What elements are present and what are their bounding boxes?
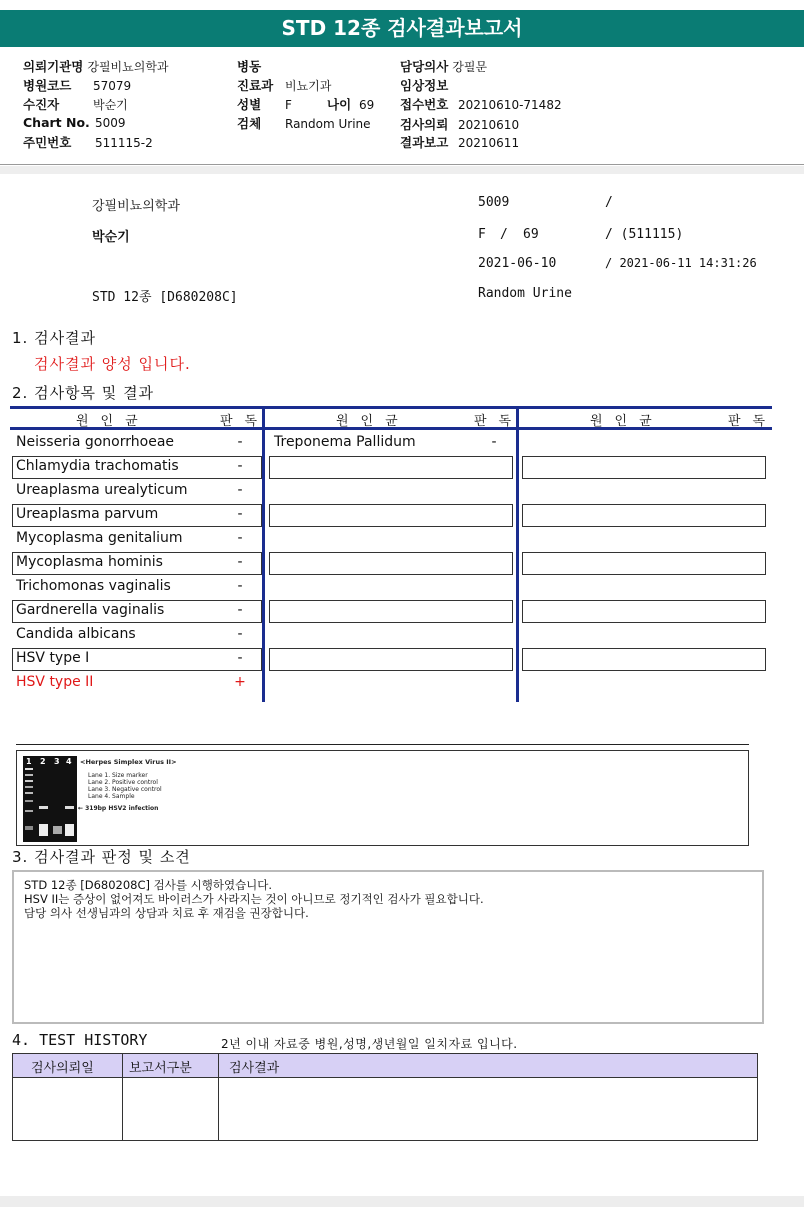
history-divider-1 [122, 1054, 123, 1140]
doctor-value: 강필문 [452, 60, 488, 74]
history-divider-2 [218, 1054, 219, 1140]
row-box [269, 600, 513, 623]
table-top-rule [10, 406, 772, 409]
request-value: 20210610 [458, 118, 520, 132]
pi-institution: 강필비뇨의학과 [92, 199, 180, 214]
row-box [522, 552, 766, 575]
dept-value: 비뇨기과 [285, 79, 332, 93]
pi-age: 69 [523, 227, 539, 242]
th-organism-1: 원인균 [76, 414, 150, 429]
dept-label: 진료과 [237, 78, 274, 93]
section1-title: 1. 검사결과 [12, 329, 97, 347]
history-col-request: 검사의뢰일 [31, 1061, 94, 1076]
age-label: 나이 [327, 97, 352, 112]
hospital-code-value: 57079 [93, 79, 132, 93]
th-result-2: 판독 [474, 414, 524, 429]
report-header [0, 55, 804, 165]
organism-result: - [237, 554, 243, 570]
institution-label: 의뢰기관명 [23, 59, 84, 74]
specimen-label: 검체 [237, 116, 262, 131]
history-col-result: 검사결과 [229, 1061, 280, 1076]
report-value: 20210611 [458, 136, 520, 150]
row-box [522, 648, 766, 671]
th-result-1: 판독 [220, 414, 270, 429]
pi-chart-slash: / [605, 195, 613, 210]
row-box [522, 456, 766, 479]
organism-result: - [237, 578, 243, 594]
pi-name: 박순기 [92, 230, 130, 245]
gel-rule [16, 744, 749, 745]
organism-name: Candida albicans [16, 626, 136, 642]
pi-test: STD 12종 [D680208C] [92, 290, 238, 305]
opinion-line-3: 담당 의사 선생님과의 상담과 치료 후 재검을 권장합니다. [24, 906, 309, 920]
row-box [522, 504, 766, 527]
sex-value: F [285, 98, 292, 112]
resident-label: 주민번호 [23, 135, 72, 150]
row-box [522, 600, 766, 623]
gel-legend-2: Lane 2. Positive control [88, 779, 158, 786]
hospital-code-label: 병원코드 [23, 78, 72, 93]
organism-result: - [237, 650, 243, 666]
report-title: STD 12종 검사결과보고서 [0, 10, 804, 47]
table-divider-1 [262, 406, 265, 702]
gel-legend-1: Lane 1. Size marker [88, 772, 148, 779]
gel-lane-2: 2 [40, 757, 46, 766]
th-organism-2: 원인균 [336, 414, 410, 429]
gel-legend-4: Lane 4. Sample [88, 793, 135, 800]
history-header [13, 1054, 757, 1078]
organism-name: Gardnerella vaginalis [16, 602, 165, 618]
report-label: 결과보고 [400, 135, 449, 150]
section2-title: 2. 검사항목 및 결과 [12, 384, 155, 402]
header-shadow [0, 166, 804, 174]
organism-result: - [237, 434, 243, 450]
history-col-type: 보고서구분 [129, 1061, 192, 1076]
row-box [269, 504, 513, 527]
organism-name: Chlamydia trachomatis [16, 458, 179, 474]
organism-result: + [234, 674, 246, 690]
institution-value: 강필비뇨의학과 [87, 60, 169, 74]
age-value: 69 [359, 98, 375, 112]
row-box [12, 600, 262, 623]
opinion-line-2: HSV II는 증상이 없어져도 바이러스가 사라지는 것이 아니므로 정기적인 검사가 필요합니다. [24, 892, 484, 906]
organism-result: - [237, 626, 243, 642]
gel-band-label: ← 319bp HSV2 infection [78, 805, 159, 812]
organism-result: - [237, 458, 243, 474]
organism-result: - [491, 434, 497, 450]
history-table [12, 1053, 758, 1141]
organism-name: Mycoplasma genitalium [16, 530, 183, 546]
gel-lane-3: 3 [54, 757, 60, 766]
gel-lane-4: 4 [66, 757, 72, 766]
pi-request-date: 2021-06-10 [478, 256, 557, 271]
pi-sex-sep: / [500, 227, 508, 242]
organism-name: HSV type I [16, 650, 90, 666]
gel-legend-3: Lane 3. Negative control [88, 786, 162, 793]
opinion-box [12, 870, 764, 1024]
pi-report-datetime: / 2021-06-11 14:31:26 [605, 256, 757, 270]
resident-value: 511115-2 [95, 136, 153, 150]
history-note: 2년 이내 자료중 병원,성명,생년월일 일치자료 입니다. [221, 1037, 518, 1051]
sex-label: 성별 [237, 97, 262, 112]
row-box [269, 648, 513, 671]
gel-lane-1: 1 [26, 757, 32, 766]
row-box [12, 552, 262, 575]
patient-label: 수진자 [23, 97, 60, 112]
clinical-label: 임상정보 [400, 78, 449, 93]
organism-name: Trichomonas vaginalis [16, 578, 171, 594]
th-result-3: 판독 [728, 414, 778, 429]
doctor-label: 담당의사 [400, 59, 449, 74]
receipt-value: 20210610-71482 [458, 98, 562, 112]
organism-name: Mycoplasma hominis [16, 554, 163, 570]
pi-resident: / (511115) [605, 227, 684, 242]
section3-title: 3. 검사결과 판정 및 소견 [12, 848, 191, 866]
section4-title: 4. TEST HISTORY [12, 1031, 148, 1049]
pi-specimen: Random Urine [478, 286, 572, 301]
organism-name: HSV type II [16, 674, 94, 690]
table-divider-2 [516, 406, 519, 702]
chart-label: Chart No. [23, 115, 90, 130]
row-box [12, 504, 262, 527]
th-organism-3: 원인균 [590, 414, 664, 429]
receipt-label: 접수번호 [400, 97, 449, 112]
gel-bands [23, 756, 77, 842]
positive-result: 검사결과 양성 입니다. [34, 355, 191, 373]
patient-value: 박순기 [93, 98, 128, 112]
row-box [269, 552, 513, 575]
organism-name: Neisseria gonorrhoeae [16, 434, 175, 450]
request-label: 검사의뢰 [400, 117, 449, 132]
opinion-line-1: STD 12종 [D680208C] 검사를 시행하였습니다. [24, 878, 273, 892]
gel-title: <Herpes Simplex Virus II> [80, 758, 177, 766]
row-box [269, 456, 513, 479]
organism-name: Treponema Pallidum [274, 434, 416, 450]
row-box [12, 456, 262, 479]
organism-result: - [237, 602, 243, 618]
organism-result: - [237, 482, 243, 498]
organism-result: - [237, 530, 243, 546]
specimen-value: Random Urine [285, 117, 371, 131]
row-box [12, 648, 262, 671]
chart-value: 5009 [95, 116, 126, 130]
organism-name: Ureaplasma urealyticum [16, 482, 188, 498]
gel-electrophoresis-image [23, 756, 77, 842]
pi-sex: F [478, 227, 486, 242]
ward-label: 병동 [237, 59, 262, 74]
page-footer [0, 1196, 804, 1207]
organism-name: Ureaplasma parvum [16, 506, 159, 522]
pi-chart: 5009 [478, 195, 510, 210]
organism-result: - [237, 506, 243, 522]
